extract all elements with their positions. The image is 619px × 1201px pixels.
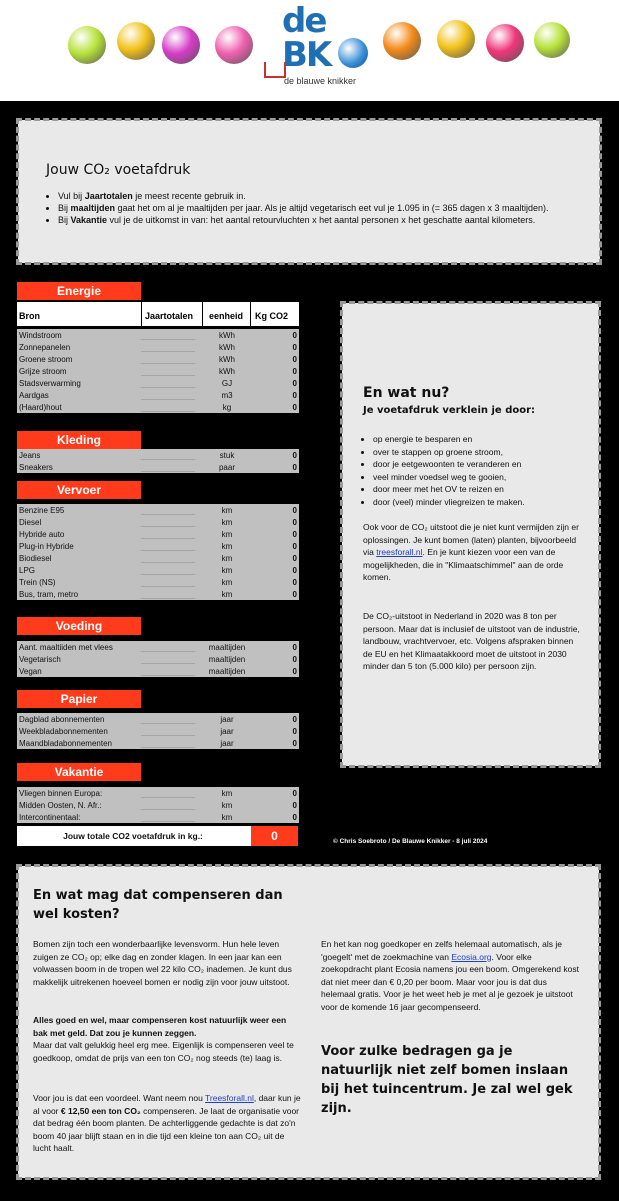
table-row: [17, 787, 299, 799]
row-co2-value: 0: [292, 667, 297, 676]
row-unit: kWh: [219, 331, 235, 340]
table-row: [17, 365, 299, 377]
row-label: Biodiesel: [19, 554, 52, 563]
marble-7: [486, 24, 524, 62]
treesforall-link[interactable]: treesforall.nl: [376, 547, 423, 557]
table-row: [17, 576, 299, 588]
row-label: Benzine E95: [19, 506, 65, 515]
jaartotaal-input[interactable]: [141, 339, 195, 340]
row-co2-value: 0: [292, 801, 297, 810]
jaartotaal-input[interactable]: [141, 723, 195, 724]
instruction-item: • Vul bij Jaartotalen je meest recente gebruik in.: [58, 190, 603, 202]
intro-title: Jouw CO₂ voetafdruk: [46, 162, 191, 178]
row-co2-value: 0: [292, 727, 297, 736]
table-row: [17, 665, 299, 677]
row-unit: km: [221, 530, 233, 539]
row-label: Vegetarisch: [19, 655, 61, 664]
table-row: [17, 799, 299, 811]
row-unit: km: [221, 578, 233, 587]
jaartotaal-input[interactable]: [141, 651, 195, 652]
row-label: Trein (NS): [19, 578, 56, 587]
wat-nu-title: En wat nu?: [363, 385, 450, 401]
table-row: [17, 528, 299, 540]
row-label: Midden Oosten, N. Afr.:: [19, 801, 102, 810]
header: [0, 0, 619, 101]
jaartotaal-input[interactable]: [141, 363, 195, 364]
jaartotaal-input[interactable]: [141, 459, 195, 460]
marble-2: [117, 22, 155, 60]
treesforall-link[interactable]: Treesforall.nl: [205, 1093, 254, 1103]
jaartotaal-input[interactable]: [141, 411, 195, 412]
instruction-item: • Bij maaltijden gaat het om al je maaltijden per jaar. Als je altijd vegetarisch eet vul je 1.095 in (= 365 dagen x 3 maaltijden).: [58, 202, 603, 214]
text: compenseren. Je laat de organisatie voor dat bedrag één boom planten. De achterliggende gedachte is dat zo'n boom 40 jaar blijft staan en in die tijd een kleine ton aan CO₂ uit de lucht haalt.: [33, 1105, 300, 1153]
row-co2-value: 0: [292, 518, 297, 527]
row-unit: kWh: [219, 355, 235, 364]
row-unit: kWh: [219, 343, 235, 352]
logo-subtitle: de blauwe knikker: [284, 76, 357, 86]
row-unit: km: [221, 801, 233, 810]
table-row: [17, 540, 299, 552]
section-papier-title: Papier: [17, 690, 141, 708]
text: Voor jou is dat een voordeel. Want neem nou: [33, 1093, 206, 1103]
jaartotaal-input[interactable]: [141, 562, 195, 563]
col-jaartotalen: Jaartotalen: [145, 311, 194, 321]
compensate-title: En wat mag dat compenseren dan wel kosten?: [33, 888, 283, 922]
jaartotaal-input[interactable]: [141, 735, 195, 736]
section-voeding-title: Voeding: [17, 617, 141, 635]
table-row: [17, 588, 299, 600]
table-row: [17, 641, 299, 653]
row-label: Aant. maaltiiden met vlees: [19, 643, 113, 652]
table-row: [17, 516, 299, 528]
row-unit: jaar: [220, 727, 234, 736]
total-label: Jouw totale CO2 voetafdruk in kg.:: [63, 831, 203, 841]
wat-nu-panel: [342, 303, 599, 766]
marble-8: [534, 22, 570, 58]
table-row: [17, 353, 299, 365]
row-unit: km: [221, 813, 233, 822]
jaartotaal-input[interactable]: [141, 809, 195, 810]
kleding-rows: [17, 449, 299, 473]
compensate-paragraph-3: [33, 1092, 303, 1155]
row-unit: km: [221, 566, 233, 575]
row-label: Windstroom: [19, 331, 62, 340]
jaartotaal-input[interactable]: [141, 387, 195, 388]
row-unit: paar: [218, 463, 235, 472]
row-label: Groene stroom: [19, 355, 73, 364]
row-co2-value: 0: [292, 590, 297, 599]
row-label: Dagblad abonnementen: [19, 715, 105, 724]
voeding-rows: [17, 641, 299, 677]
tip-item: • op energie te besparen en: [373, 433, 593, 446]
section-energie-title: Energie: [17, 282, 141, 300]
row-unit: km: [221, 506, 233, 515]
row-label: Weekbladabonnementen: [19, 727, 108, 736]
table-row: [17, 461, 299, 473]
wat-nu-paragraph-2: De CO₂-uitstoot in Nederland in 2020 was 8 ton per persoon. Maar dat is inclusief de uitstoot van de industrie, landbouw, vrachtvervoer, etc. Volgens afspraken binnen de EU en het Klimaatakkoord moet de uitstoot in 2030 minder dan 5 ton (5.000 kilo) per persoon zijn.: [363, 611, 580, 671]
row-unit: km: [221, 518, 233, 527]
row-co2-value: 0: [292, 391, 297, 400]
row-co2-value: 0: [292, 355, 297, 364]
row-label: Aardgas: [19, 391, 49, 400]
brand-logo: [262, 1, 382, 88]
row-co2-value: 0: [292, 403, 297, 412]
row-co2-value: 0: [292, 739, 297, 748]
row-co2-value: 0: [292, 379, 297, 388]
section-vakantie-title: Vakantie: [17, 763, 141, 781]
table-row: [17, 552, 299, 564]
row-co2-value: 0: [292, 578, 297, 587]
jaartotaal-input[interactable]: [141, 586, 195, 587]
text: Alles goed en wel, maar compenseren kost natuurlijk weer een bak met geld. Dat zou je kunnen zeggen.: [33, 1015, 287, 1038]
row-co2-value: 0: [292, 331, 297, 340]
row-unit: jaar: [220, 739, 234, 748]
wat-nu-subtitle: Je voetafdruk verklein je door:: [363, 405, 536, 416]
row-co2-value: 0: [292, 715, 297, 724]
row-co2-value: 0: [292, 643, 297, 652]
jaartotaal-input[interactable]: [141, 399, 195, 400]
text: En het kan nog goedkoper en zelfs helemaal automatisch, als je 'goegelt' met de zoekmachine van: [321, 939, 562, 962]
compensate-panel: [18, 866, 599, 1178]
row-co2-value: 0: [292, 343, 297, 352]
text: , daar kun je al voor: [33, 1093, 301, 1116]
compensate-paragraph-1: Bomen zijn toch een wonderbaarlijke levensvorm. Hun hele leven zuigen ze CO₂ op; elke dag en zonder klagen. In een jaar kan een volwassen boom in de tropen wel 22 kilo CO₂ inademen. Je kunt dus makkelijk uitrekenen hoeveel bomen er nodig zijn voor jouw uitstoot.: [33, 939, 292, 987]
section-vervoer-title: Vervoer: [17, 481, 141, 499]
tip-item: • door je eetgewoonten te veranderen en: [373, 458, 593, 471]
row-co2-value: 0: [292, 554, 297, 563]
table-row: [17, 329, 299, 341]
text: € 12,50 een ton CO₂: [60, 1105, 141, 1116]
logo-text: de BK: [282, 1, 331, 75]
table-row: [17, 401, 299, 413]
jaartotaal-input[interactable]: [141, 797, 195, 798]
row-unit: GJ: [221, 379, 233, 388]
jaartotaal-input[interactable]: [141, 375, 195, 376]
row-label: Jeans: [19, 451, 41, 460]
marble-4: [215, 26, 253, 64]
intro-instructions: [46, 190, 603, 226]
text: . Voor elke zoekopdracht plant Ecosia namens jou een boom. Omgerekend kost dat niet meer dan € 0,20 per boom. Maar voor jou is dat dus helemaal gratis. Voor je het weet heb je met al je gezoek je uitstoot voor de komende 16 jaar gecompenseerd.: [321, 951, 579, 1012]
row-label: Stadsverwarming: [19, 379, 81, 388]
row-unit: km: [221, 789, 233, 798]
row-label: Bus, tram, metro: [19, 590, 79, 599]
tips-list: [363, 433, 593, 508]
marble-3: [162, 26, 200, 64]
globe-icon: [338, 38, 368, 68]
tip-item: • veel minder voedsel weg te gooien,: [373, 471, 593, 484]
table-header: [17, 302, 299, 326]
col-eenheid: eenheid: [209, 311, 244, 321]
jaartotaal-input[interactable]: [141, 598, 195, 599]
jaartotaal-input[interactable]: [141, 574, 195, 575]
table-row: [17, 737, 299, 749]
row-label: Hybride auto: [19, 530, 65, 539]
papier-rows: [17, 713, 299, 749]
jaartotaal-input[interactable]: [141, 550, 195, 551]
row-label: Vegan: [19, 667, 42, 676]
text: Ook voor de CO₂ uitstoot die je niet kunt vermijden zijn er oplossingen. Je kunt bomen (laten) planten, bijvoorbeeld via: [363, 522, 579, 557]
row-label: Intercontinentaal:: [19, 813, 81, 822]
row-co2-value: 0: [292, 655, 297, 664]
row-unit: maaltijden: [208, 643, 246, 652]
tip-item: • door (veel) minder vliegreizen te maken.: [373, 496, 593, 509]
row-co2-value: 0: [292, 813, 297, 822]
row-unit: maaltijden: [208, 667, 246, 676]
row-unit: stuk: [219, 451, 235, 460]
table-row: [17, 341, 299, 353]
table-row: [17, 504, 299, 516]
row-label: Sneakers: [19, 463, 53, 472]
row-co2-value: 0: [292, 367, 297, 376]
vakantie-rows: [17, 787, 299, 823]
col-bron: Bron: [19, 311, 40, 321]
total-row: [17, 826, 298, 846]
row-unit: m3: [221, 391, 233, 400]
row-unit: km: [221, 590, 233, 599]
row-label: Zonnepanelen: [19, 343, 71, 352]
intro-panel: [18, 120, 600, 263]
table-row: [17, 449, 299, 461]
row-label: Maandbladabonnementen: [19, 739, 112, 748]
instruction-item: • Bij Vakantie vul je de uitkomst in van: het aantal retourvluchten x het aantal personen x het geschatte aantal kilometers.: [58, 214, 603, 226]
row-label: Vliegen binnen Europa:: [19, 789, 103, 798]
row-co2-value: 0: [292, 530, 297, 539]
energie-rows: [17, 329, 299, 413]
tip-item: • door meer met het OV te reizen en: [373, 483, 593, 496]
row-co2-value: 0: [292, 566, 297, 575]
book-icon: [264, 62, 286, 78]
row-unit: kWh: [219, 367, 235, 376]
row-label: Grijze stroom: [19, 367, 67, 376]
row-unit: maaltijden: [208, 655, 246, 664]
row-label: Diesel: [19, 518, 42, 527]
table-row: [17, 713, 299, 725]
row-co2-value: 0: [292, 789, 297, 798]
col-kg-co2: Kg CO2: [255, 311, 289, 321]
row-co2-value: 0: [292, 463, 297, 472]
jaartotaal-input[interactable]: [141, 526, 195, 527]
table-row: [17, 811, 299, 823]
table-row: [17, 653, 299, 665]
row-label: Plug-in Hybride: [19, 542, 74, 551]
marble-5: [383, 22, 421, 60]
copyright: © Chris Soebroto / De Blauwe Knikker - 8 juli 2024: [333, 838, 488, 845]
text: Maar dat valt gelukkig heel erg mee. Eigenlijk is compenseren veel te goedkoop, omdat de prijs van een ton CO₂ nog steeds (te) laag is.: [33, 1040, 294, 1063]
row-co2-value: 0: [292, 506, 297, 515]
jaartotaal-input[interactable]: [141, 471, 195, 472]
row-co2-value: 0: [292, 542, 297, 551]
row-unit: jaar: [220, 715, 234, 724]
vervoer-rows: [17, 504, 299, 600]
table-row: [17, 389, 299, 401]
wat-nu-paragraph-1: [363, 521, 583, 584]
row-unit: km: [221, 554, 233, 563]
row-co2-value: 0: [292, 451, 297, 460]
marble-6: [437, 20, 475, 58]
compensate-conclusion: Voor zulke bedragen ga je natuurlijk niet zelf bomen inslaan bij het tuincentrum. Je zal wel gek zijn.: [321, 1044, 573, 1116]
text: . En je kunt kiezen voor een van de mogelijkheden, die in "Klimaatschimmel" aan de orde komen.: [363, 547, 564, 582]
jaartotaal-input[interactable]: [141, 538, 195, 539]
jaartotaal-input[interactable]: [141, 514, 195, 515]
jaartotaal-input[interactable]: [141, 351, 195, 352]
row-label: LPG: [19, 566, 36, 575]
jaartotaal-input[interactable]: [141, 747, 195, 748]
row-unit: km: [221, 542, 233, 551]
ecosia-link[interactable]: Ecosia.org: [451, 951, 492, 962]
jaartotaal-input[interactable]: [141, 675, 195, 676]
jaartotaal-input[interactable]: [141, 663, 195, 664]
table-row: [17, 725, 299, 737]
section-kleding-title: Kleding: [17, 431, 141, 449]
jaartotaal-input[interactable]: [141, 821, 195, 822]
tip-item: • over te stappen op groene stroom,: [373, 446, 593, 459]
marble-1: [68, 26, 106, 64]
row-label: (Haard)hout: [19, 403, 62, 412]
table-row: [17, 377, 299, 389]
total-value: 0: [251, 826, 298, 846]
row-unit: kg: [222, 403, 232, 412]
table-row: [17, 564, 299, 576]
compensate-paragraph-2: [33, 1014, 303, 1064]
compensate-paragraph-4: [321, 938, 581, 1013]
